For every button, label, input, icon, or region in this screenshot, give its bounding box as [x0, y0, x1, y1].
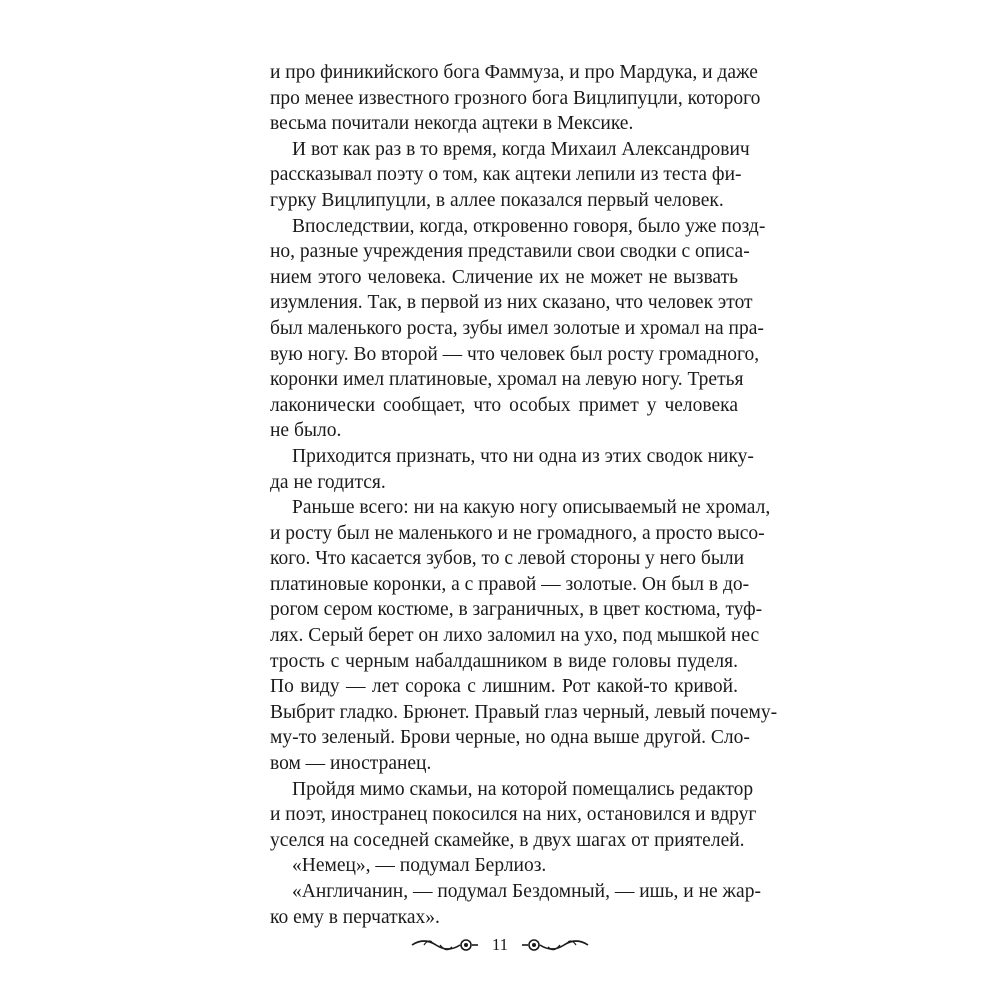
text-line: рассказывал поэту о том, как ацтеки лепили из теста фи- [270, 164, 742, 186]
text-line: нием этого человека. Сличение их не может не вызвать [270, 266, 738, 288]
text-line: лаконически сообщает, что особых примет у человека [270, 394, 738, 416]
text-line: Выбрит гладко. Брюнет. Правый глаз черный, левый почему- [270, 701, 778, 723]
text-line: «Англичанин, — подумал Бездомный, — ишь, и не жар- [292, 881, 761, 902]
text-line: Приходится признать, что ни одна из этих сводок нику- [292, 445, 754, 467]
text-line: «Немец», — подумал Берлиоз. [292, 855, 547, 877]
text-line: но, разные учреждения представили свои сводки с описа- [270, 241, 750, 263]
body-text [270, 60, 778, 930]
text-line: и поэт, иностранец покосился на них, остановился и вдруг [270, 804, 757, 826]
text-line: Пройдя мимо скамьи, на которой помещались редактор [292, 778, 754, 800]
page-footer [0, 925, 1000, 965]
text-line: про менее известного грозного бога Вицлипуцли, которого [270, 87, 761, 109]
paragraph [270, 444, 754, 495]
text-line: платиновые коронки, а с правой — золотые. Он был в до- [270, 573, 750, 595]
text-line: изумления. Так, в первой из них сказано, что человек этот [270, 292, 753, 314]
text-line: был маленького роста, зубы имел золотые и хромал на пра- [270, 317, 764, 339]
scroll-ornament-right-icon [520, 933, 590, 957]
text-line: вую ногу. Во второй — что человек был росту громадного, [270, 343, 760, 365]
text-line: му-то зеленый. Брови черные, но одна выше другой. Сло- [270, 727, 750, 749]
text-line: гурку Вицлипуцли, в аллее показался первый человек. [270, 189, 724, 211]
text-line: рогом сером костюме, в заграничных, в цвет костюма, туф- [270, 599, 763, 621]
text-line: трость с черным набалдашником в виде головы пуделя. [270, 650, 738, 672]
text-line: уселся на соседней скамейке, в двух шагах от приятелей. [270, 829, 745, 851]
text-line: да не годится. [270, 471, 386, 493]
paragraph [270, 214, 766, 444]
paragraph [270, 777, 757, 854]
text-line: и росту был не маленького и не громадного, а просто высо- [270, 522, 765, 544]
text-line: весьма почитали некогда ацтеки в Мексике. [270, 113, 634, 135]
text-line: кого. Что касается зубов, то с левой стороны у него были [270, 548, 745, 570]
text-line: Раньше всего: ни на какую ногу описываемый не хромал, [292, 497, 771, 519]
paragraph [270, 495, 778, 777]
text-line: ко ему в перчатках». [270, 906, 440, 928]
text-line: вом — иностранец. [270, 753, 432, 775]
text-line: не было. [270, 420, 342, 442]
text-line: и про финикийского бога Фаммуза, и про Мардука, и даже [270, 62, 758, 83]
paragraph [270, 853, 738, 879]
paragraph [270, 60, 761, 137]
text-line: коронки имел платиновые, хромал на левую ногу. Третья [270, 369, 744, 391]
paragraph [270, 879, 761, 930]
scroll-ornament-left-icon [410, 933, 480, 957]
text-line: лях. Серый берет он лихо заломил на ухо, под мышкой нес [270, 625, 760, 647]
text-line: По виду — лет сорока с лишним. Рот какой-то кривой. [270, 676, 738, 698]
text-line: Впоследствии, когда, откровенно говоря, было уже позд- [292, 215, 766, 237]
text-line: И вот как раз в то время, когда Михаил Александрович [292, 138, 750, 160]
page-number: 11 [491, 935, 509, 954]
paragraph [270, 137, 750, 214]
